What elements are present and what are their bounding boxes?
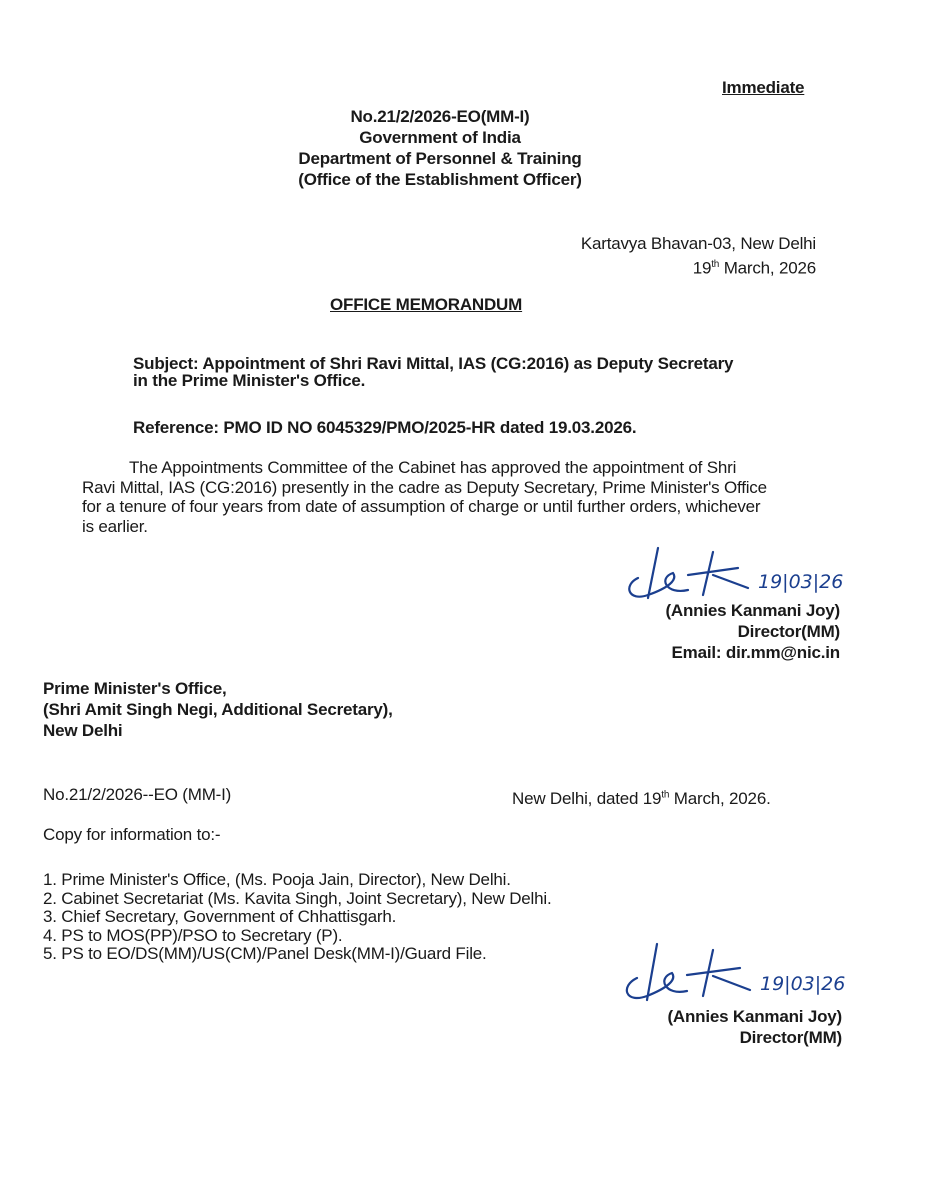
office-name: (Office of the Establishment Officer): [298, 170, 582, 189]
signature-2: [615, 938, 875, 1010]
copy-file-number: No.21/2/2026--EO (MM-I): [43, 785, 232, 804]
signatory-designation: Director(MM): [739, 1028, 842, 1047]
signature-date: 19|03|26: [760, 973, 846, 995]
date-rest: March, 2026: [719, 258, 816, 278]
signatory-email: Email: dir.mm@nic.in: [671, 643, 840, 662]
addressee-line: (Shri Amit Singh Negi, Additional Secretary),: [43, 700, 393, 719]
list-item: 2. Cabinet Secretariat (Ms. Kavita Singh, Joint Secretary), New Delhi.: [43, 888, 552, 908]
subject-line: in the Prime Minister's Office.: [133, 371, 366, 390]
list-item: 3. Chief Secretary, Government of Chhattisgarh.: [43, 907, 397, 926]
list-item: 4. PS to MOS(PP)/PSO to Secretary (P).: [43, 925, 343, 945]
copy-date: [512, 789, 771, 809]
document-type: OFFICE MEMORANDUM: [330, 295, 523, 314]
body-line: is earlier.: [82, 516, 148, 536]
date-day: 19: [692, 258, 712, 278]
copy-date-prefix: New Delhi, dated 19: [512, 789, 662, 808]
department-name: Department of Personnel & Training: [298, 149, 582, 168]
place: Kartavya Bhavan-03, New Delhi: [580, 234, 816, 253]
office-header: [240, 106, 640, 190]
subject: [133, 355, 733, 389]
government-name: Government of India: [359, 128, 521, 147]
signatory-block-2: [667, 1006, 842, 1048]
place-date-block: [581, 233, 816, 279]
copy-date-rest: March, 2026.: [669, 789, 771, 808]
addressee: [43, 678, 393, 741]
priority-label: Immediate: [722, 78, 805, 97]
body-line: for a tenure of four years from date of assumption of charge or until further orders, whichever: [82, 497, 761, 516]
body-paragraph: [82, 458, 767, 536]
signature-date: 19|03|26: [758, 571, 844, 593]
copy-list: [43, 871, 552, 964]
signatory-designation: Director(MM): [737, 622, 840, 641]
list-item: 1. Prime Minister's Office, (Ms. Pooja Jain, Director), New Delhi.: [43, 870, 511, 889]
copy-date-suffix: th: [661, 789, 670, 801]
body-line: The Appointments Committee of the Cabinet has approved the appointment of Shri: [129, 458, 737, 477]
issue-date: [581, 254, 816, 279]
addressee-line: New Delhi: [43, 721, 123, 740]
subject-line: Subject: Appointment of Shri Ravi Mittal, IAS (CG:2016) as Deputy Secretary: [133, 354, 734, 373]
body-line: Ravi Mittal, IAS (CG:2016) presently in the cadre as Deputy Secretary, Prime Minister's Office: [82, 477, 767, 497]
signatory-block-1: [665, 600, 840, 663]
file-number: No.21/2/2026-EO(MM-I): [350, 107, 530, 126]
list-item: 5. PS to EO/DS(MM)/US(CM)/Panel Desk(MM-I)/Guard File.: [43, 944, 487, 963]
reference: Reference: PMO ID NO 6045329/PMO/2025-HR dated 19.03.2026.: [133, 418, 637, 437]
date-suffix: th: [711, 259, 720, 270]
signatory-name: (Annies Kanmani Joy): [665, 601, 840, 620]
copy-heading: Copy for information to:-: [43, 825, 221, 844]
addressee-line: Prime Minister's Office,: [43, 679, 227, 698]
signatory-name: (Annies Kanmani Joy): [667, 1007, 842, 1026]
